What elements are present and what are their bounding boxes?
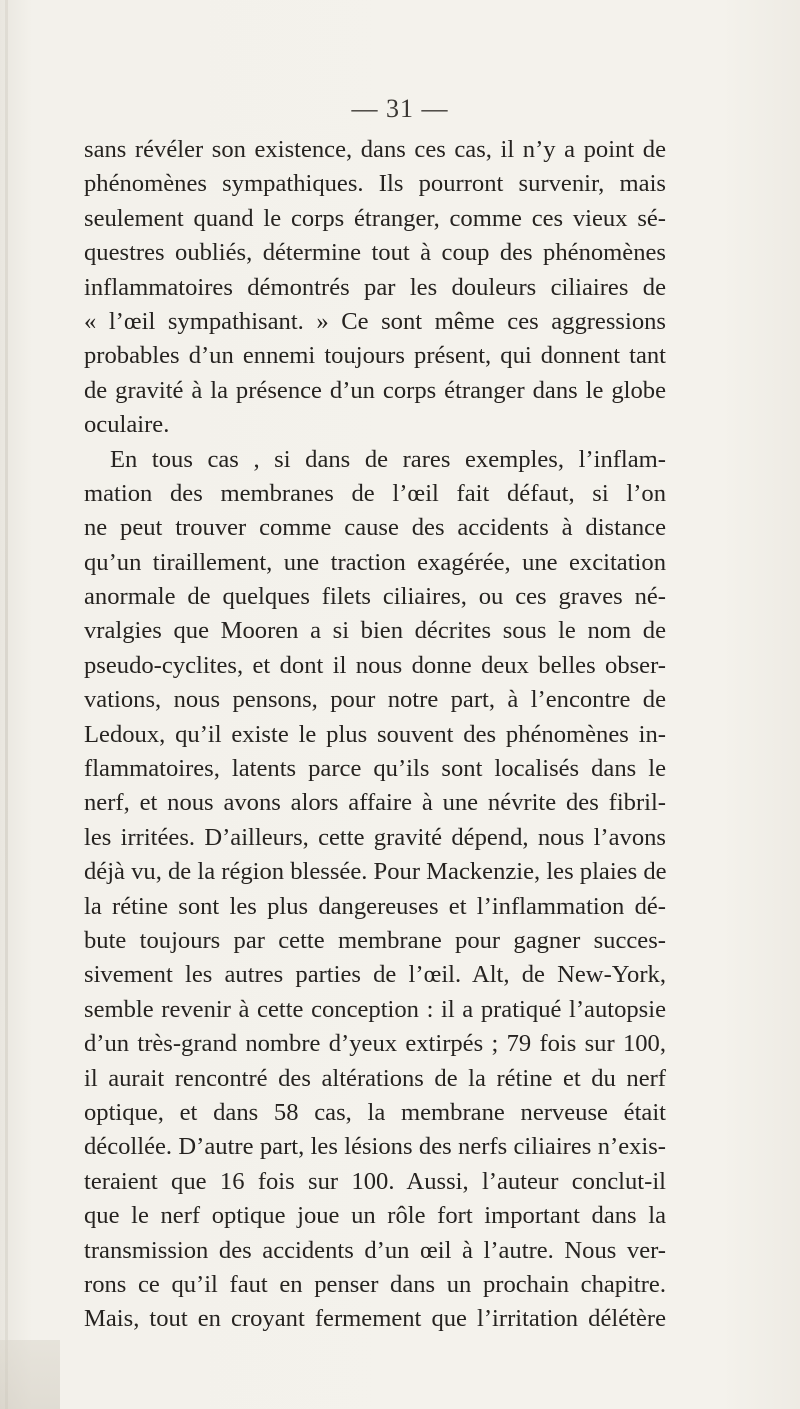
text-line: anormale de quelques filets ciliaires, ou ces graves né- — [84, 583, 666, 611]
text-line: Ledoux, qu’il existe le plus souvent des phénomènes in- — [84, 720, 666, 748]
text-line: semble revenir à cette conception : il a pratiqué l’autopsie — [84, 995, 666, 1023]
text-line: seulement quand le corps étranger, comme ces vieux sé- — [84, 204, 666, 232]
text-line: Mais, tout en croyant fermement que l’irritation délétère — [84, 1305, 666, 1333]
text-line: de gravité à la présence d’un corps étranger dans le globe — [84, 376, 666, 404]
text-line: déjà vu, de la région blessée. Pour Mackenzie, les plaies de — [84, 858, 667, 886]
text-line: phénomènes sympathiques. Ils pourront survenir, mais — [84, 170, 666, 198]
text-line: bute toujours par cette membrane pour gagner succes- — [84, 926, 666, 954]
text-line: qu’un tiraillement, une traction exagérée, une excitation — [84, 548, 666, 576]
text-line: d’un très-grand nombre d’yeux extirpés ; 79 fois sur 100, — [84, 1030, 666, 1058]
text-line: décollée. D’autre part, les lésions des nerfs ciliaires n’exis- — [84, 1133, 666, 1161]
text-line: vations, nous pensons, pour notre part, à l’encontre de — [84, 686, 666, 714]
text-line: En tous cas , si dans de rares exemples, l’inflam- — [110, 445, 666, 473]
text-line: nerf, et nous avons alors affaire à une névrite des fibril- — [84, 789, 666, 817]
text-line: teraient que 16 fois sur 100. Aussi, l’auteur conclut-il — [84, 1167, 666, 1195]
text-line: il aurait rencontré des altérations de la rétine et du nerf — [84, 1064, 666, 1092]
page-number: — 31 — — [351, 94, 449, 123]
binding-shadow — [0, 1340, 60, 1409]
text-line: mation des membranes de l’œil fait défaut, si l’on — [84, 479, 666, 507]
page-edge-shadow — [5, 0, 8, 1409]
text-line: rons ce qu’il faut en penser dans un prochain chapitre. — [84, 1270, 666, 1298]
text-line: « l’œil sympathisant. » Ce sont même ces aggressions — [84, 307, 666, 335]
text-line: vralgies que Mooren a si bien décrites sous le nom de — [84, 617, 666, 645]
body-text — [84, 133, 666, 1337]
text-line: oculaire. — [84, 411, 170, 439]
text-line: sans révéler son existence, dans ces cas, il n’y a point de — [84, 136, 666, 163]
text-line: probables d’un ennemi toujours présent, qui donnent tant — [84, 342, 666, 370]
text-line: les irritées. D’ailleurs, cette gravité dépend, nous l’avons — [84, 823, 666, 851]
text-line: sivement les autres parties de l’œil. Alt, de New-York, — [84, 961, 666, 989]
text-line: questres oubliés, détermine tout à coup des phénomènes — [84, 239, 666, 267]
text-line: pseudo-cyclites, et dont il nous donne deux belles obser- — [84, 651, 666, 679]
text-line: flammatoires, latents parce qu’ils sont localisés dans le — [84, 755, 666, 783]
text-line: ne peut trouver comme cause des accidents à distance — [84, 514, 666, 542]
text-line: transmission des accidents d’un œil à l’autre. Nous ver- — [84, 1236, 666, 1264]
text-line: inflammatoires démontrés par les douleurs ciliaires de — [84, 273, 666, 301]
text-line: que le nerf optique joue un rôle fort important dans la — [84, 1202, 666, 1230]
text-line: optique, et dans 58 cas, la membrane nerveuse était — [84, 1098, 666, 1126]
text-line: la rétine sont les plus dangereuses et l’inflammation dé- — [84, 892, 666, 920]
